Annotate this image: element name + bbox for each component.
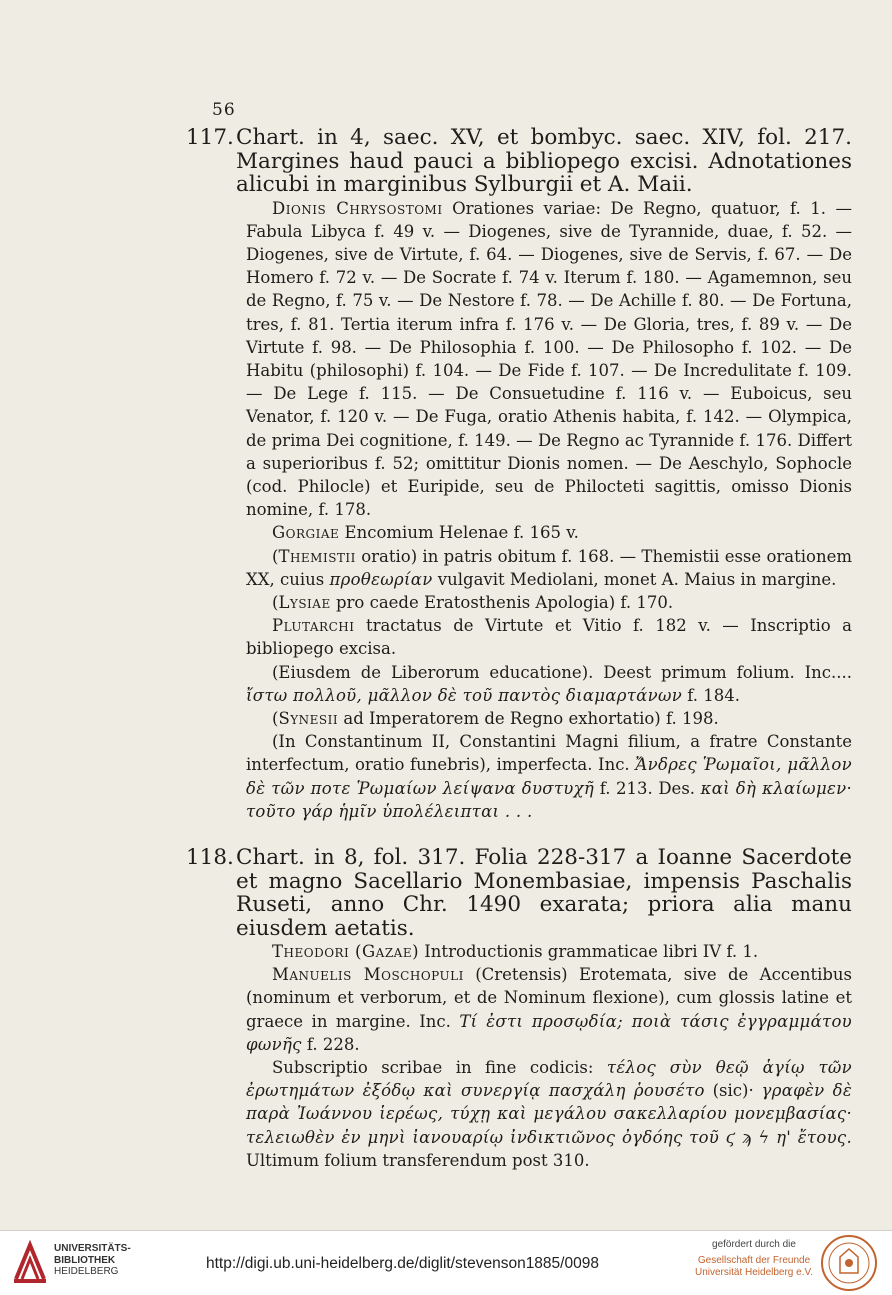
- catalog-entry-117: [0, 126, 892, 823]
- entry-paragraph: (Eiusdem de Liberorum educatione). Deest primum folium. Inc.... ἴστω πολλοῦ, μᾶλλον δὲ τοῦ παντὸς διαμαρτάνων f. 184.: [246, 662, 852, 705]
- entry-lead-text: Chart. in 8, fol. 317. Folia 228-317 a Ioanne Sacerdote et magno Sacellario Monembasiae, impensis Paschalis Ruseti, anno Chr. 1490 exarata; priora alia manu eiusdem aetatis.: [236, 845, 852, 941]
- entry-lead: [186, 126, 852, 197]
- permalink-url[interactable]: http://digi.ub.uni-heidelberg.de/diglit/stevenson1885/0098: [206, 1255, 599, 1272]
- entry-paragraph: Gorgiae Encomium Helenae f. 165 v.: [272, 523, 579, 543]
- entry-number: 117.: [186, 125, 234, 150]
- entry-paragraph: (In Constantinum II, Constantini Magni filium, a fratre Constante interfectum, oratio funebris), imperfecta. Inc. Ἄνδρες Ῥωμαῖοι, μᾶλλον δὲ τῶν ποτε Ῥωμαίων λείψανα δυστυχῆ f. 213. Des. καὶ δὴ κλαίωμεν· τοῦτο γάρ ἡμῖν ὑπολέλειπται . . .: [246, 732, 852, 821]
- sponsor-by-label: gefördert durch die: [712, 1239, 796, 1250]
- catalog-entry-118: [0, 846, 892, 1172]
- entry-lead-text: Chart. in 4, saec. XV, et bombyc. saec. XIV, fol. 217. Margines haud pauci a bibliopego excisi. Adnotationes alicubi in marginibus Sylburgii et A. Maii.: [236, 125, 852, 197]
- university-library-name[interactable]: UNIVERSITÄTS- BIBLIOTHEK HEIDELBERG: [54, 1243, 131, 1277]
- sponsor-name-line-2: Universität Heidelberg e.V.: [694, 1267, 814, 1278]
- entry-paragraph: Dionis Chrysostomi Orationes variae: De Regno, quatuor, f. 1. — Fabula Libyca f. 49 v. — Diogenes, sive de Tyrannide, duae, f. 52. — Diogenes, sive de Virtute, f. 64. — Diogenes, sive de Servis, f. 67. — De Homero f. 72 v. — De Socrate f. 74 v. Iterum f. 180. — Agamemnon, seu de Regno, f. 75 v. — De Nestore f. 78. — De Achille f. 80. — De Fortuna, tres, f. 81. Tertia iterum infra f. 176 v. — De Gloria, tres, f. 89 v. — De Virtute f. 98. — De Philosophia f. 100. — De Philosopho f. 102. — De Habitu (philosophi) f. 104. — De Fide f. 107. — De Incredulitate f. 109. — De Lege f. 115. — De Consuetudine f. 116 v. — Euboicus, seu Venator, f. 120 v. — De Fuga, oratio Athenis habita, f. 142. — Olympica, de prima Dei cognitione, f. 149. — De Regno ac Tyrannide f. 176. Differt a superioribus f. 52; omittitur Dionis nomen. — De Aeschylo, Sophocle (cod. Philocle) et Euripide, seu de Philocteti sagittis, omisso Dionis nomine, f. 178.: [246, 198, 852, 520]
- entry-paragraph: (Themistii oratio) in patris obitum f. 168. — Themistii esse orationem XX, cuius προθεωρίαν vulgavit Mediolani, monet A. Maius in margine.: [246, 546, 852, 589]
- entry-paragraph: (Lysiae pro caede Eratosthenis Apologia) f. 170.: [272, 592, 674, 612]
- university-seal-icon[interactable]: [818, 1233, 880, 1293]
- entry-paragraph: Manuelis Moschopuli (Cretensis) Erotemata, sive de Accentibus (nominum et verborum, et de Nominum flexione), cum glossis latine et graece in margine. Inc. Τί ἐστι προσῳδία; ποιὰ τάσις ἐγγραμμάτου φωνῆς f. 228.: [246, 965, 853, 1054]
- entry-paragraph: Plutarchi tractatus de Virtute et Vitio f. 182 v. — Inscriptio a bibliopego excisa.: [246, 616, 852, 659]
- entry-lead: [186, 846, 852, 940]
- entry-number: 118.: [186, 845, 234, 870]
- university-library-logo-icon[interactable]: [12, 1239, 48, 1285]
- entry-paragraph: Theodori (Gazae) Introductionis grammaticae libri IV f. 1.: [272, 942, 759, 961]
- entry-paragraph: Subscriptio scribae in fine codicis: τέλος σὺν θεῷ ἁγίῳ τῶν ἐρωτημάτων ἐξόδῳ καὶ συνεργίᾳ πασχάλη ῥουσέτο (sic)· γραφὲν δὲ παρὰ Ἰωάννου ἱερέως, τύχῃ καὶ μεγάλου σακελλαρίου μονεμβασίας· τελειωθὲν ἐν μηνὶ ἰανουαρίῳ ἰνδικτιῶνος ὀγδόης τοῦ ϛ ϡ ϟ η' ἔτους. Ultimum folium transferendum post 310.: [246, 1058, 852, 1170]
- sponsor-credit[interactable]: [694, 1239, 814, 1279]
- entry-paragraph: (Synesii ad Imperatorem de Regno exhortatio) f. 198.: [272, 708, 719, 728]
- footer-bar: [0, 1230, 892, 1295]
- page-number: 56: [212, 100, 236, 120]
- sponsor-name-line-1: Gesellschaft der Freunde: [697, 1255, 811, 1266]
